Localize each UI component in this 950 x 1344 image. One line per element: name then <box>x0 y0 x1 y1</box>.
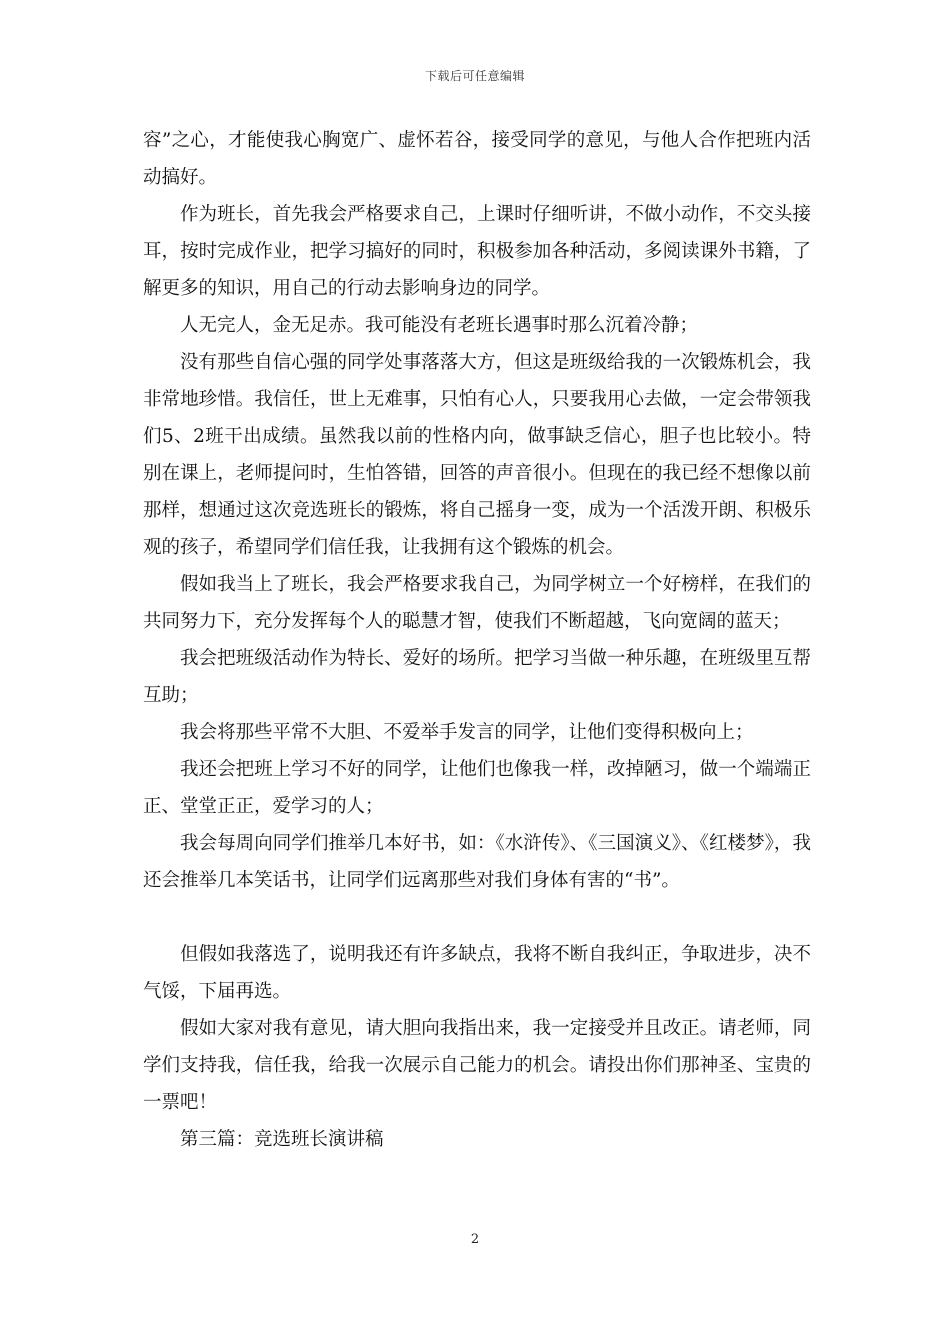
page-header: 下载后可任意编辑 <box>424 69 525 83</box>
paragraph: 假如大家对我有意见，请大胆向我指出来，我一定接受并且改正。请老师，同学们支持我，信任我，给我一次展示自己能力的机会。请投出你们那神圣、宝贵的一票吧！ <box>143 1018 811 1113</box>
paragraph: 没有那些自信心强的同学处事落落大方，但这是班级给我的一次锻炼机会，我非常地珍惜。我信任，世上无难事，只怕有心人，只要我用心去做，一定会带领我们5、2班干出成绩。虽然我以前的性格内向，做事缺乏信心，胆子也比较小。特别在课上，老师提问时，生怕答错，回答的声音很小。但现在的我已经不想像以前那样，想通过这次竞选班长的锻炼，将自己摇身一变，成为一个活泼开朗、积极乐观的孩子，希望同学们信任我，让我拥有这个锻炼的机会。 <box>143 352 811 558</box>
paragraph: 我会把班级活动作为特长、爱好的场所。把学习当做一种乐趣，在班级里互帮互助； <box>143 648 811 706</box>
document-body <box>143 122 811 1158</box>
paragraph: 我还会把班上学习不好的同学，让他们也像我一样，改掉陋习，做一个端端正正、堂堂正正，爱学习的人； <box>143 759 811 817</box>
paragraph: 我会每周向同学们推举几本好书，如：《水浒传》、《三国演义》、《红楼梦》，我还会推举几本笑话书，让同学们远离那些对我们身体有害的“书”。 <box>143 833 811 891</box>
paragraph: 但假如我落选了，说明我还有许多缺点，我将不断自我纠正，争取进步，决不气馁，下届再选。 <box>143 944 811 1002</box>
paragraph: 我会将那些平常不大胆、不爱举手发言的同学，让他们变得积极向上； <box>180 722 754 743</box>
paragraph: 人无完人，金无足赤。我可能没有老班长遇事时那么沉着冷静； <box>180 315 699 336</box>
paragraph: 假如我当上了班长，我会严格要求我自己，为同学树立一个好榜样，在我们的共同努力下，充分发挥每个人的聪慧才智，使我们不断超越，飞向宽阔的蓝天； <box>143 574 811 632</box>
section-heading: 第三篇：竞选班长演讲稿 <box>180 1129 384 1150</box>
page-number: 2 <box>470 1232 480 1247</box>
paragraph: 作为班长，首先我会严格要求自己，上课时仔细听讲，不做小动作，不交头接耳，按时完成作业，把学习搞好的同时，积极参加各种活动，多阅读课外书籍，了解更多的知识，用自己的行动去影响身边的同学。 <box>143 204 811 299</box>
paragraph-continuation: 容”之心，才能使我心胸宽广、虚怀若谷，接受同学的意见，与他人合作把班内活动搞好。 <box>143 130 811 188</box>
